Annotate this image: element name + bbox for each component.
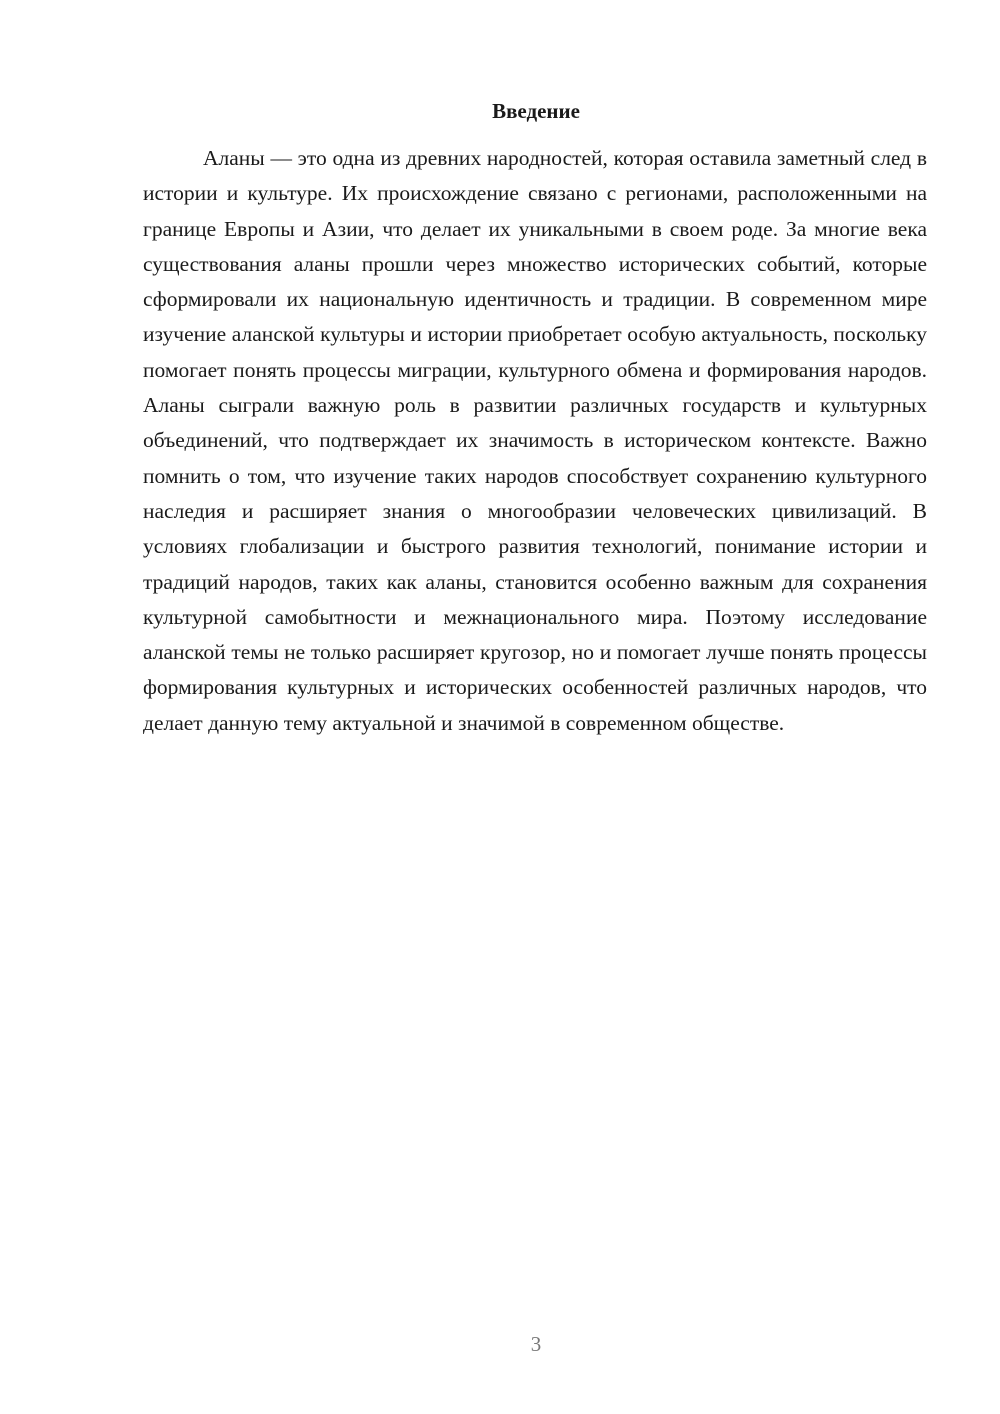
page-number: 3 xyxy=(530,1332,542,1356)
body-paragraph: Аланы — это одна из древних народностей, которая оставила заметный след в истории и культуре. Их происхождение связано с регионами, расположенными на границе Европы и Азии, что делает их уникальными в своем роде. За многие века существования аланы прошли через множество исторических событий, которые сформировали их национальную идентичность и традиции. В современном мире изучение аланской культуры и истории приобретает особую актуальность, поскольку помогает понять процессы миграции, культурного обмена и формирования народов. Аланы сыграли важную роль в развитии различных государств и культурных объединений, что подтверждает их значимость в историческом контексте. Важно помнить о том, что изучение таких народов способствует сохранению культурного наследия и расширяет знания о многообразии человеческих цивилизаций. В условиях глобализации и быстрого развития технологий, понимание истории и традиций народов, таких как аланы, становится особенно важным для сохранения культурной самобытности и межнационального мира. Поэтому исследование аланской темы не только расширяет кругозор, но и помогает лучше понять процессы формирования культурных и исторических особенностей различных народов, что делает данную тему актуальной и значимой в современном обществе. xyxy=(143,146,927,735)
section-heading: Введение xyxy=(492,99,580,123)
